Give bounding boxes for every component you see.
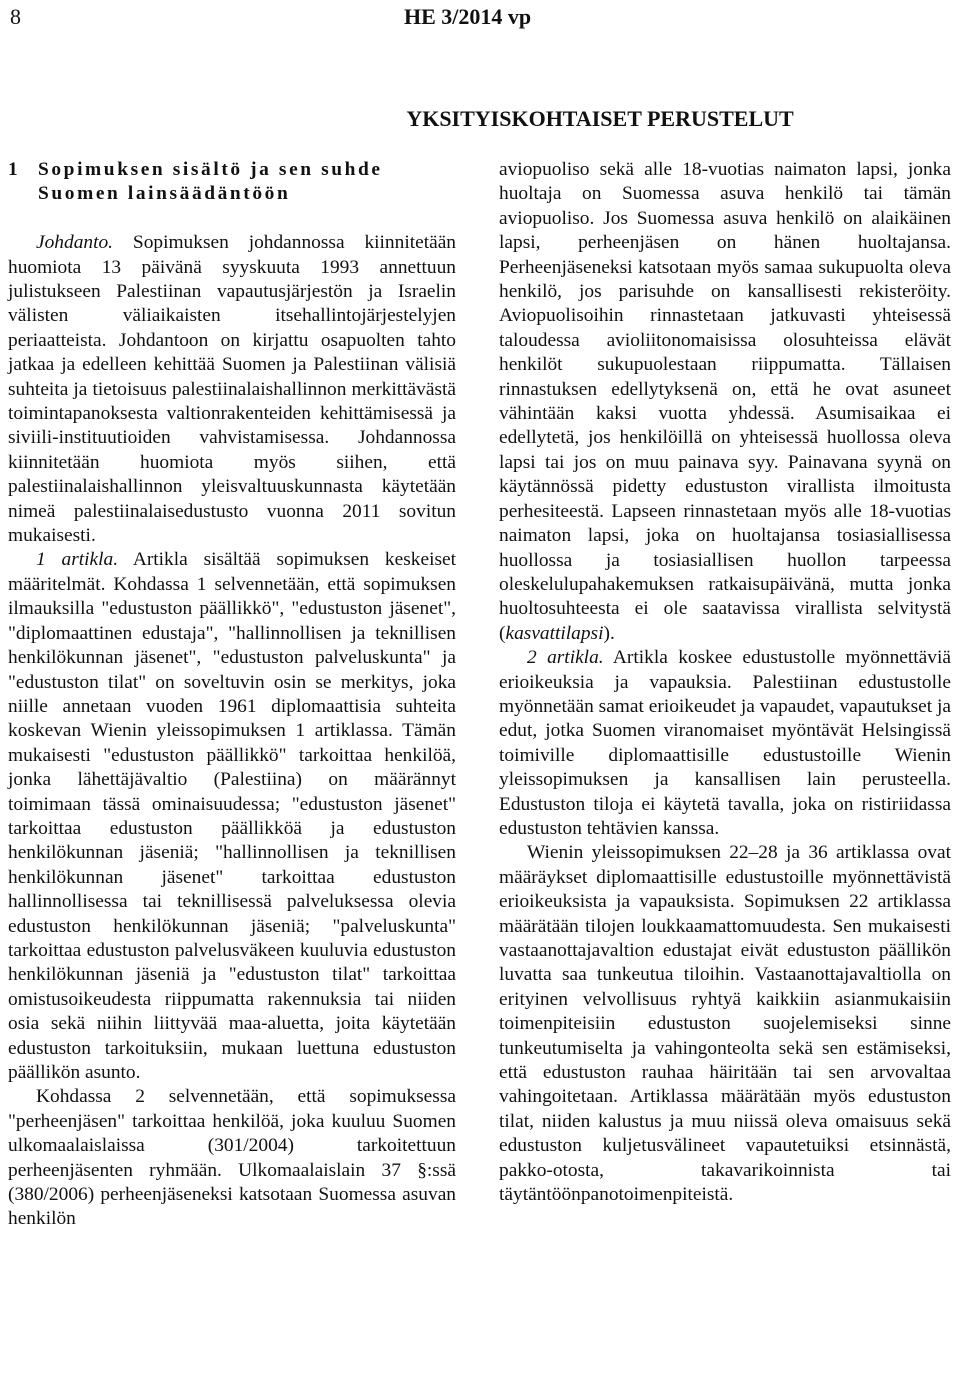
section-title: YKSITYISKOHTAISET PERUSTELUT <box>406 106 794 131</box>
paragraph-close: ). <box>603 622 615 644</box>
paragraph-text: aviopuoliso sekä alle 18-vuotias naimaton lapsi, jonka huoltaja on Suomessa asuva henkilö tai tämän aviopuoliso. Jos Suomessa asuva henkilö on alaikäinen lapsi, perheenjäsen on hänen huoltajansa. Perheenjäseneksi katsotaan myös samaa sukupuolta oleva henkilö, jos parisuhde on kansallisesti rekisteröity. Aviopuolisoihin rinnastetaan jatkuvasti yhteisessä taloudessa avioliitonomaisissa olosuhteissa elävät henkilöt sukupuolestaan riippumatta. Tällaisen rinnastuksen edellytyksenä on, että he ovat asuneet vähintään kaksi vuotta yhdessä. Asumisaikaa ei edellytetä, jos henkilöillä on yhteisessä huollossa oleva lapsi tai jos on muu painava syy. Painavana syynä on käytännössä pidetty edustuston virallista ilmoitusta perhesiteestä. Lapseen rinnastetaan myös alle 18-vuotias naimaton lapsi, joka on huoltajansa tosiasiallisessa huollossa ja tosiasiallisen huollon tarpeessa oleskelulupahakemuksen ratkaisupäivänä, mutta jonka huoltosuhteesta ei ole saatavissa virallista selvitystä ( <box>499 159 951 644</box>
paragraph-text: Artikla sisältää sopimuksen keskeiset määritelmät. Kohdassa 1 selvennetään, että sopimuksen ilmauksilla "edustuston päällikkö", "edustuston jäsenet", "diplomaattinen edustaja", "hallinnollisen ja teknillisen henkilökunnan jäsenet", "edustuston palveluskunta" ja "edustuston tilat" on soveltuvin osin se merkitys, joka niille annetaan vuoden 1961 diplomaattisia suhteita koskevan Wienin yleissopimuksen 1 artiklassa. Tämän mukaisesti "edustuston päällikkö" tarkoittaa henkilöä, jonka lähettäjävaltio (Palestiina) on määrännyt toimimaan tässä ominaisuudessa; "edustuston jäsenet" tarkoittaa edustuston päällikköä ja edustuston henkilökunnan jäseniä; "hallinnollisen ja teknillisen henkilökunnan jäsenet" tarkoittaa edustuston hallinnollisessa tai teknillisessä palveluksessa olevia edustuston henkilökunnan jäseniä; "palveluskunta" tarkoittaa edustuston palvelusväkeen kuuluvia edustuston henkilökunnan jäseniä ja "edustuston tilat" tarkoittaa omistusoikeudesta riippumatta rakennuksia tai niiden osia sekä niihin liittyvää maa-aluetta, joita käytetään edustuston tarkoituksiin, mukaan luettuna edustuston päällikön asunto. <box>8 549 456 1084</box>
italic-term: kasvattilapsi <box>505 622 604 644</box>
paragraph-continuation <box>499 158 951 646</box>
left-column <box>8 158 456 1232</box>
paragraph-text: Sopimuksen johdannossa kiinnitetään huomiota 13 päivänä syyskuuta 1993 annettuun julistukseen Palestiinan vapautusjärjestön ja Israelin välisten väliaikaisten itsehallintojärjestelyjen periaatteista. Johdantoon on kirjattu osapuolten tahto jatkaa ja edelleen kehittää Suomen ja Palestiinan välisiä suhteita ja tietoisuus palestiinalaishallinnon merkittävästä toimintapanoksesta valtionrakenteiden kehittämisessä ja siviili-instituutioiden vahvistamisessa. Johdannossa kiinnitetään huomiota myös siihen, että palestiinalaishallinnon yleisvaltuuskunnasta käytetään nimeä palestiinalaisedustusto vuonna 2011 sovitun mukaisesti. <box>8 232 456 547</box>
paragraph-text: Kohdassa 2 selvennetään, että sopimuksessa "perheenjäsen" tarkoittaa henkilöä, joka kuuluu Suomen ulkomaalaislaissa (301/2004) tarkoitettuun perheenjäsenten ryhmään. Ulkomaalaislain 37 §:ssä (380/2006) perheenjäseneksi katsotaan Suomessa asuvan henkilön <box>8 1086 456 1230</box>
page-number: 8 <box>10 4 21 29</box>
right-column <box>499 158 951 1207</box>
paragraph-article-1 <box>8 548 456 1085</box>
paragraph-article-2 <box>499 646 951 841</box>
paragraph-text: Wienin yleissopimuksen 22–28 ja 36 artiklassa ovat määräykset diplomaattisille edustustoille myönnettävistä erioikeuksista ja vapauksista. Sopimuksen 22 artiklassa määrätään tilojen loukkaamattomuudesta. Sen mukaisesti vastaanottajavaltion edustajat eivät edustuston päällikön luvatta saa tunkeutua tiloihin. Vastaanottajavaltiolla on erityinen velvollisuus ryhtyä kaikkiin asianmukaisiin toimenpiteisiin edustuston suojelemiseksi sinne tunkeutumiselta ja vahingonteolta sekä sen estämiseksi, että edustuston rauhaa häiritään tai sen arvovaltaa vahingoitetaan. Artiklassa määrätään myös edustuston tilat, niiden kalustus ja muu niissä oleva omaisuus sekä edustuston kuljetusvälineet vapautetuiksi etsinnästä, pakko-otosta, takavarikoinnista tai täytäntöönpanotoimenpiteistä. <box>499 842 951 1206</box>
paragraph-vienna-convention <box>499 841 951 1207</box>
paragraph-label: Johdanto. <box>36 232 114 254</box>
heading-number: 1 <box>8 159 18 180</box>
paragraph-label: 1 artikla. <box>36 549 119 571</box>
document-id: HE 3/2014 vp <box>404 4 532 29</box>
paragraph-label: 2 artikla. <box>527 647 604 669</box>
paragraph-introduction <box>8 231 456 548</box>
paragraph-text: Artikla koskee edustustolle myönnettäviä erioikeuksia ja vapauksia. Palestiinan edustustolle myönnetään samat erioikeudet ja vapaudet, vapautukset ja edut, jotka Suomen viranomaiset myöntävät Helsingissä toimiville diplomaattisille edustustoille Wienin yleissopimuksen ja kansallisen lain perusteella. Edustuston tiloja ei käytetä tavalla, joka on ristiriidassa edustuston tehtävien kanssa. <box>499 647 951 839</box>
section-heading <box>8 158 456 207</box>
heading-text: Sopimuksen sisältö ja sen suhde Suomen lainsäädäntöön <box>38 159 383 205</box>
paragraph-family-member <box>8 1085 456 1231</box>
